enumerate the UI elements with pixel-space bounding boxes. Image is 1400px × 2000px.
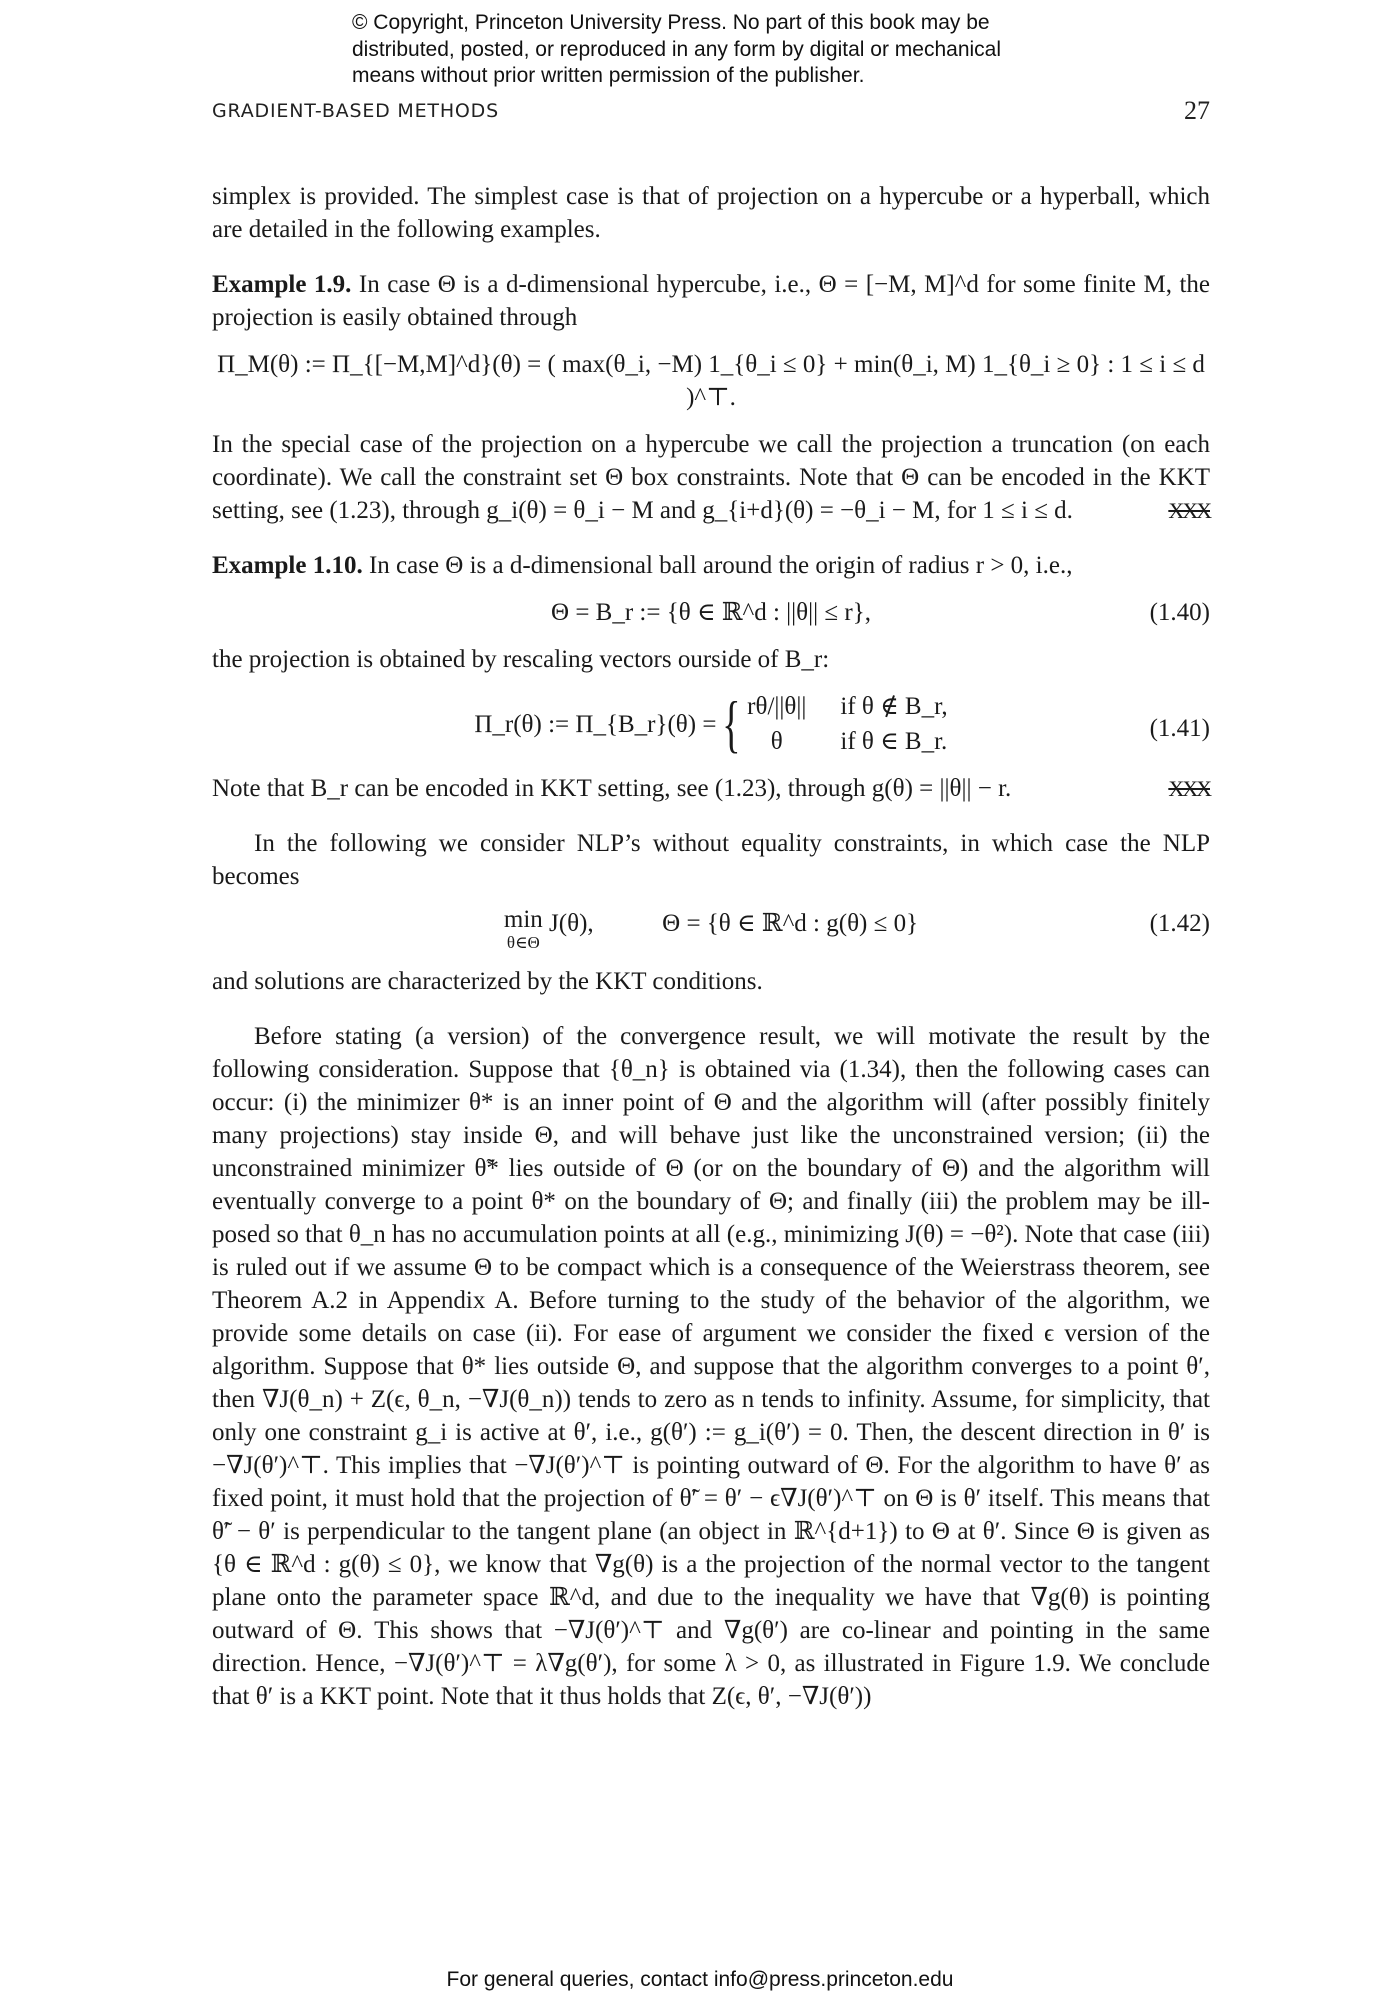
equation-1-41 <box>212 690 1210 758</box>
nlp-paragraph: In the following we consider NLP’s without equality constraints, in which case the NLP becomes <box>212 830 1210 890</box>
case-2-value: θ <box>770 728 783 755</box>
equation-1-41-body <box>474 690 947 758</box>
example-1-10-paragraph-3-text: Note that B_r can be encoded in KKT setting, see (1.23), through g(θ) = ||θ|| − r. <box>212 775 1012 802</box>
equation-1-40 <box>212 596 1210 629</box>
equation-1-42-objective: J(θ), <box>549 910 594 937</box>
copyright-line-2: distributed, posted, or reproduced in any form by digital or mechanical <box>352 37 1002 61</box>
equation-1-42-tag: (1.42) <box>1149 910 1210 937</box>
example-1-10-paragraph-2: the projection is obtained by rescaling vectors ourside of B_r: <box>212 646 830 673</box>
page-number: 27 <box>1184 96 1210 125</box>
copyright-line-1: © Copyright, Princeton University Press. No part of this book may be <box>352 11 990 34</box>
equation-1-41-tag: (1.41) <box>1149 715 1210 742</box>
example-1-9-text: In case Θ is a d-dimensional hypercube, i.e., Θ = [−M, M]^d for some finite M, the projection is easily obtained through <box>212 271 1210 331</box>
example-1-10-label: Example 1.10. <box>212 552 363 579</box>
case-2-condition: if θ ∈ B_r. <box>840 728 948 755</box>
convergence-paragraph: Before stating (a version) of the convergence result, we will motivate the result by the following consideration. Suppose that {θ_n} is obtained via (1.34), then the following cases can occur: (i) the minimizer θ* is an inner point of Θ and the algorithm will (after possibly finitely many projections) stay inside Θ, and will behave just like the unconstrained version; (ii) the unconstrained minimizer θ̃* lies outside of Θ (or on the boundary of Θ) and the algorithm will eventually converge to a point θ* on the boundary of Θ; and finally (iii) the problem may be ill-posed so that θ_n has no accumulation points at all (e.g., minimizing J(θ) = −θ²). Note that case (iii) is ruled out if we assume Θ to be compact which is a consequence of the Weierstrass theorem, see Theorem A.2 in Appendix A. Before turning to the study of the behavior of the algorithm, we provide some details on case (ii). For ease of argument we consider the fixed ϵ version of the algorithm. Suppose that θ* lies outside Θ, and suppose that the algorithm converges to a point θ′, then ∇J(θ_n) + Z(ϵ, θ_n, −∇J(θ_n)) tends to zero as n tends to infinity. Assume, for simplicity, that only one constraint g_i is active at θ′, i.e., g(θ′) := g_i(θ′) = 0. Then, the descent direction in θ′ is −∇J(θ′)^⊤. This implies that −∇J(θ′)^⊤ is pointing outward of Θ. For the algorithm to have θ′ as fixed point, it must hold that the projection of θ̃′ = θ′ − ϵ∇J(θ′)^⊤ on Θ is θ′ itself. This means that θ̃′ − θ′ is perpendicular to the tangent plane (an object in ℝ^{d+1}) to Θ at θ′. Since Θ is given as {θ ∈ ℝ^d : g(θ) ≤ 0}, we know that ∇g(θ) is a the projection of the normal vector to the tangent plane onto the parameter space ℝ^d, and due to the inequality we have that ∇g(θ) is pointing outward of Θ. This shows that −∇J(θ′)^⊤ and ∇g(θ′) are co-linear and pointing in the same direction. Hence, −∇J(θ′)^⊤ = λ∇g(θ′), for some λ > 0, as illustrated in Figure 1.9. We conclude that θ′ is a KKT point. Note that it thus holds that Z(ϵ, θ′, −∇J(θ′)) <box>212 1023 1210 1710</box>
min-subscript: θ∈Θ <box>506 933 540 952</box>
case-1-value: rθ/||θ|| <box>747 693 807 720</box>
footer-contact: For general queries, contact info@press.princeton.edu <box>446 1968 954 1991</box>
min-label: min <box>503 906 543 933</box>
intro-paragraph: simplex is provided. The simplest case is that of projection on a hypercube or a hyperball, which are detailed in the following examples. <box>212 183 1210 243</box>
example-1-9-paragraph-2 <box>212 428 1210 527</box>
kkt-paragraph: and solutions are characterized by the KKT conditions. <box>212 968 763 995</box>
equation-1-40-tag: (1.40) <box>1149 599 1210 626</box>
example-1-10-text: In case Θ is a d-dimensional ball around the origin of radius r > 0, i.e., <box>368 552 1073 579</box>
copyright-line-3: means without prior written permission of the publisher. <box>352 64 865 87</box>
example-1-10-paragraph-3 <box>212 772 1210 805</box>
end-of-example-mark: XXX <box>1168 498 1210 523</box>
equation-truncation <box>212 348 1210 414</box>
equation-1-40-body: Θ = B_r := {θ ∈ ℝ^d : ||θ|| ≤ r}, <box>551 599 871 626</box>
left-brace: { <box>722 688 741 759</box>
equation-truncation-body: Π_M(θ) := Π_{[−M,M]^d}(θ) = ( max(θ_i, −M) 1_{θ_i ≤ 0} + min(θ_i, M) 1_{θ_i ≥ 0} : 1 ≤ i ≤ d )^⊤. <box>217 351 1205 411</box>
running-head: GRADIENT-BASED METHODS <box>212 100 499 122</box>
case-1-condition: if θ ∉ B_r, <box>840 693 948 720</box>
example-1-10 <box>212 549 1210 582</box>
min-operator <box>504 907 543 951</box>
copyright-notice <box>352 10 1112 90</box>
equation-1-41-lhs: Π_r(θ) := Π_{B_r}(θ) = <box>474 710 717 738</box>
equation-1-42-set: Θ = {θ ∈ ℝ^d : g(θ) ≤ 0} <box>662 910 919 937</box>
example-1-9-paragraph-2-text: In the special case of the projection on a hypercube we call the projection a truncation (on each coordinate). We call the constraint set Θ box constraints. Note that Θ can be encoded in the KKT setting, see (1.23), through g_i(θ) = θ_i − M and g_{i+d}(θ) = −θ_i − M, for 1 ≤ i ≤ d. <box>212 431 1210 524</box>
end-of-example-mark: XXX <box>1168 776 1210 801</box>
page-body <box>212 180 1210 1713</box>
equation-1-42 <box>212 907 1210 951</box>
equation-1-41-cases <box>747 690 948 758</box>
example-1-9 <box>212 268 1210 334</box>
example-1-9-label: Example 1.9. <box>212 271 352 298</box>
